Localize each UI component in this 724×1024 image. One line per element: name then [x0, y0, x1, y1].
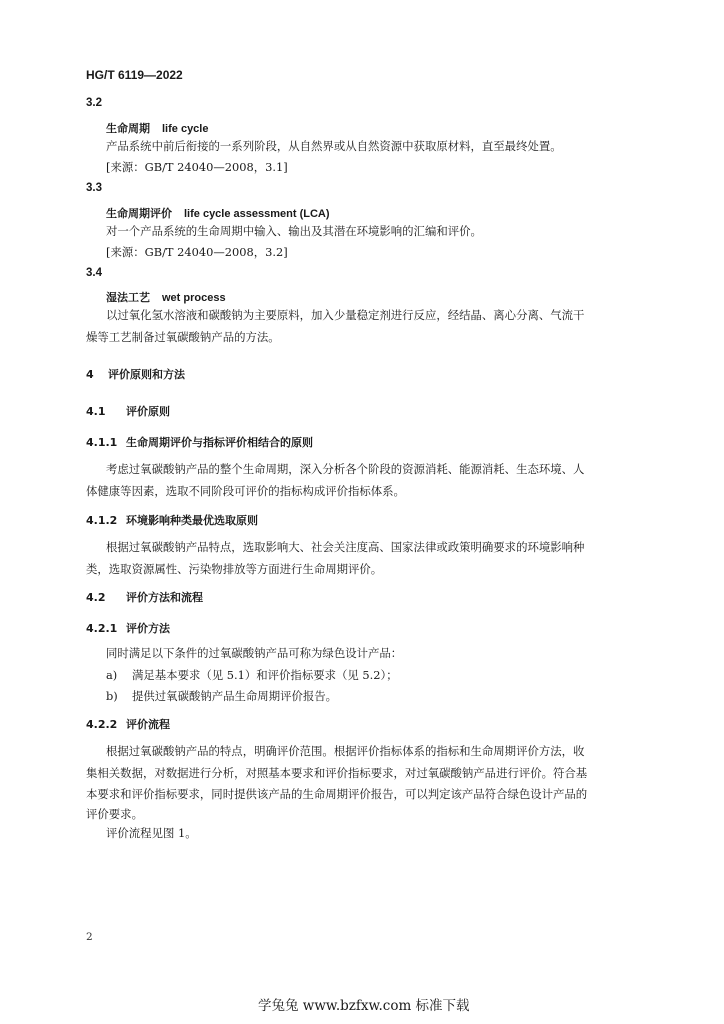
section-4-1-2-heading [86, 512, 258, 528]
list-item-b [106, 688, 337, 704]
section-title: 评价方法 [126, 622, 170, 635]
para-4-1-1-line-1: 考虑过氧碳酸钠产品的整个生命周期，深入分析各个阶段的资源消耗、能源消耗、生态环境、人 [106, 462, 585, 476]
clause-number-3-2: 3.2 [86, 97, 102, 109]
para-4-2-2-note: 评价流程见图 1。 [106, 826, 197, 840]
para-4-2-2-line-1: 根据过氧碳酸钠产品的特点，明确评价范围。根据评价指标体系的指标和生命周期评价方法，收 [106, 744, 585, 758]
list-text: 满足基本要求（见 5.1）和评价指标要求（见 5.2）； [132, 668, 398, 682]
term-wet-process [106, 289, 226, 305]
term-en: life cycle assessment (LCA) [184, 208, 330, 220]
section-number: 4.2.1 [86, 622, 118, 635]
term-zh: 生命周期 [106, 122, 150, 135]
para-4-1-2-line-1: 根据过氧碳酸钠产品特点，选取影响大、社会关注度高、国家法律或政策明确要求的环境影响种 [106, 540, 585, 554]
section-number: 4.1.1 [86, 436, 118, 449]
section-4-2-heading [86, 589, 203, 605]
list-item-a [106, 667, 398, 683]
term-en: life cycle [162, 123, 209, 135]
section-4-1-1-heading [86, 434, 313, 450]
clause-number-3-4: 3.4 [86, 267, 102, 279]
footer-watermark: 学兔兔 www.bzfxw.com 标准下载 [258, 998, 470, 1014]
section-number: 4.2 [86, 591, 106, 604]
para-4-2-2-line-4: 评价要求。 [86, 807, 143, 821]
definition-3-3: 对一个产品系统的生命周期中输入、输出及其潜在环境影响的汇编和评价。 [106, 224, 482, 238]
term-lca [106, 205, 330, 221]
section-title: 生命周期评价与指标评价相结合的原则 [126, 436, 313, 449]
term-zh: 生命周期评价 [106, 207, 172, 220]
para-4-1-1-line-2: 体健康等因素，选取不同阶段可评价的指标构成评价指标体系。 [86, 484, 405, 498]
para-4-1-2-line-2: 类，选取资源属性、污染物排放等方面进行生命周期评价。 [86, 562, 383, 576]
list-label: a) [106, 668, 118, 682]
section-number: 4 [86, 368, 94, 381]
para-4-2-2-line-2: 集相关数据，对数据进行分析，对照基本要求和评价指标要求，对过氧碳酸钠产品进行评价。符合基 [86, 766, 588, 780]
clause-number-3-3: 3.3 [86, 182, 102, 194]
page-number: 2 [86, 931, 93, 943]
para-4-2-1-intro: 同时满足以下条件的过氧碳酸钠产品可称为绿色设计产品： [106, 646, 403, 660]
para-4-2-2-line-3: 本要求和评价指标要求，同时提供该产品的生命周期评价报告，可以判定该产品符合绿色设计产品的 [86, 787, 588, 801]
section-number: 4.1 [86, 405, 106, 418]
source-3-2: [来源：GB/T 24040—2008，3.1] [106, 160, 288, 174]
standard-number: HG/T 6119—2022 [86, 68, 183, 82]
definition-3-4-line-1: 以过氧化氢水溶液和碳酸钠为主要原料，加入少量稳定剂进行反应，经结晶、离心分离、气流干 [106, 308, 585, 322]
section-4-heading [86, 366, 185, 382]
section-title: 评价原则和方法 [108, 368, 185, 381]
section-number: 4.2.2 [86, 718, 118, 731]
term-zh: 湿法工艺 [106, 291, 150, 304]
list-label: b) [106, 689, 118, 703]
section-4-1-heading [86, 403, 170, 419]
section-4-2-2-heading [86, 716, 170, 732]
definition-3-2: 产品系统中前后衔接的一系列阶段，从自然界或从自然资源中获取原材料，直至最终处置。 [106, 139, 562, 153]
list-text: 提供过氧碳酸钠产品生命周期评价报告。 [132, 689, 338, 703]
section-title: 评价原则 [126, 405, 170, 418]
term-life-cycle [106, 120, 208, 136]
definition-3-4-line-2: 燥等工艺制备过氧碳酸钠产品的方法。 [86, 330, 280, 344]
section-number: 4.1.2 [86, 514, 118, 527]
section-title: 评价方法和流程 [126, 591, 203, 604]
section-4-2-1-heading [86, 620, 170, 636]
source-3-3: [来源：GB/T 24040—2008，3.2] [106, 245, 288, 259]
section-title: 环境影响种类最优选取原则 [126, 514, 258, 527]
section-title: 评价流程 [126, 718, 170, 731]
term-en: wet process [162, 292, 226, 304]
